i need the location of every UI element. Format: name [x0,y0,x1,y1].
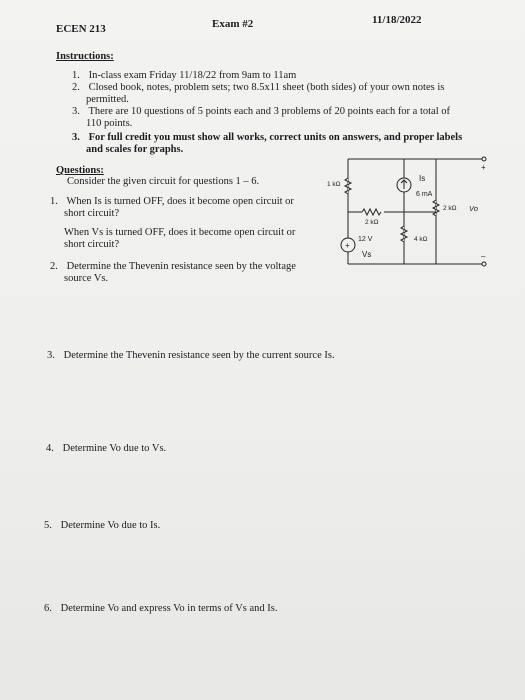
terminal-minus-icon [482,262,486,266]
instruction-number: 2. [72,82,80,93]
instruction-text: For full credit you must show all works, correct units on answers, and proper labels [88,132,463,143]
terminal-plus-label: + [481,163,486,172]
question-number: 2. [50,261,58,272]
resistor-2k-middle [362,209,381,215]
instruction-number: 1. [72,70,80,81]
question-text: Determine the Thevenin resistance seen by the current source Is. [63,350,335,361]
instruction-text-cont: and scales for graphs. [86,144,184,155]
vs-plus-sign: + [345,241,350,250]
question-text-cont: source Vs. [64,273,109,284]
question-text: Determine Vo due to Vs. [62,443,167,454]
exam-date: 11/18/2022 [372,14,422,26]
label-is: Is [419,174,426,183]
label-vo: Vo [469,204,478,213]
resistor-1k [345,178,351,194]
instruction-text-cont: 110 points. [86,118,133,129]
exam-title: Exam #2 [212,18,254,30]
instruction-text-cont: permitted. [86,94,129,105]
resistor-2k-output [433,200,439,216]
question-number: 1. [50,196,58,207]
question-text: When Is is turned OFF, does it become open circuit or [66,196,294,207]
instruction-text: In-class exam Friday 11/18/22 from 9am to 11am [88,70,297,81]
question-number: 3. [47,350,55,361]
question-text: Determine Vo and express Vo in terms of Vs and Is. [60,603,278,614]
label-is-value: 6 mA [416,191,433,198]
label-vs-value: 12 V [358,236,373,243]
terminal-minus-label: – [481,252,486,261]
course-code: ECEN 213 [56,23,106,35]
question-text: Determine the Thevenin resistance seen by the voltage [66,261,296,272]
terminal-plus-icon [482,157,486,161]
instruction-text: Closed book, notes, problem sets; two 8.5x11 sheet (both sides) of your own notes is [88,82,445,93]
label-r1: 1 kΩ [327,181,341,188]
instruction-number: 3. [72,106,80,117]
questions-intro: Consider the given circuit for questions 1 – 6. [67,176,260,187]
resistor-4k [401,226,407,242]
instruction-number: 3. [72,132,80,143]
question-text: When Vs is turned OFF, does it become open circuit or [64,227,296,238]
question-text-cont: short circuit? [64,208,120,219]
instruction-text: There are 10 questions of 5 points each and 3 problems of 20 points each for a total of [88,106,451,117]
question-number: 4. [46,443,54,454]
question-number: 6. [44,603,52,614]
question-text-cont: short circuit? [64,239,120,250]
label-r3: 4 kΩ [414,236,428,243]
question-number: 5. [44,520,52,531]
questions-heading: Questions: [56,165,104,176]
label-r2: 2 kΩ [365,219,379,226]
label-r4: 2 kΩ [443,205,457,212]
label-vs: Vs [362,250,372,259]
instructions-heading: Instructions: [56,51,114,62]
question-text: Determine Vo due to Is. [60,520,161,531]
